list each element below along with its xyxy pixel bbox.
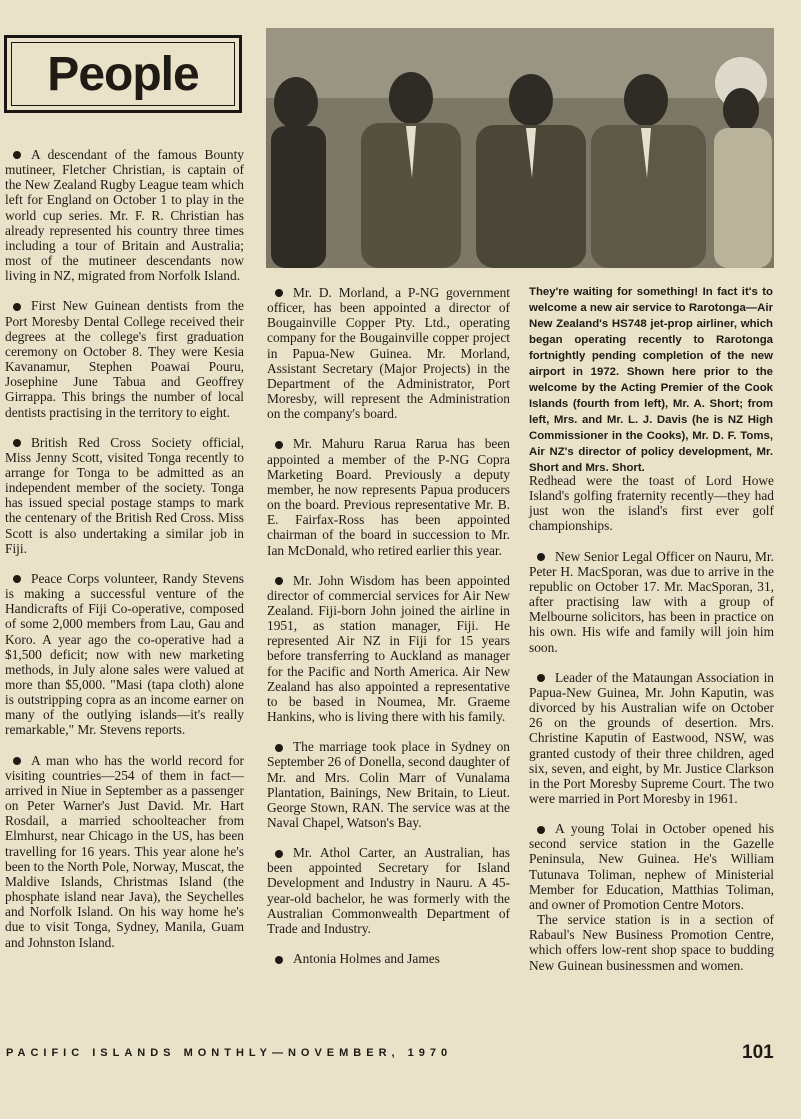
bullet-icon (275, 744, 283, 752)
news-item (529, 821, 774, 912)
page-title: People (47, 47, 199, 101)
news-item (529, 670, 774, 806)
news-item (5, 571, 244, 738)
news-item-text: First New Guinean dentists from the Port Moresby Dental College received their degrees at the college's first graduation ceremony on October 8. They were Kesia Kavanamur, Stephen Poawai Pouru, Josephine June Tabua and Geoffrey Girrappa. This brings the number of local dentists practising in the territory to eight. (5, 298, 244, 420)
bullet-icon (275, 956, 283, 964)
news-item-text: A descendant of the famous Bounty mutineer, Fletcher Christian, is captain of the New Zealand Rugby League team which left for England on October 1 to play in the world cup series. Mr. F. R. Christian has already represented his country three times including a tour of Britain and Australia; most of the mutineer descendants now living in NZ, migrated from Norfolk Island. (5, 147, 244, 284)
bullet-icon (13, 151, 21, 159)
photo-caption: They're waiting for something! In fact it's to welcome a new air service to Rarotonga—Air New Zealand's HS748 jet-prop airliner, which began operating recently to Rarotonga fortnightly pending completion of the new airport in 1972. Shown here prior to the welcome by the Acting Premier of the Cook Islands (fourth from left), Mr. A. Short; from left, Mrs. and Mr. L. J. Davis (he is NZ High Commissioner in the Cooks), Mr. D. F. Toms, Air NZ's director of policy development, Mr. Short and Mrs. Short. (529, 286, 773, 474)
news-item-text: Peace Corps volunteer, Randy Stevens is making a successful venture of the Handicrafts of Fiji Co-operative, composed of some 2,000 members from Lau, Gau and Koro. A year ago the co-operative had a $1,500 deficit; now with new marketing methods, in July alone sales were valued at more than $5,000. "Masi (tapa cloth) alone is outstripping copra as an income earner on many of the outlying islands—it's really remarkable," Mr. Stevens reports. (5, 570, 244, 738)
news-item-text: Leader of the Mataungan Association in Papua-New Guinea, Mr. John Kaputin, was divorced by his Australian wife on October 26 on the grounds of desertion. Mrs. Christine Kaputin of Eastwood, NSW, was granted custody of their three children, aged six, seven, and eight, by Mr. Justice Clarkson in the Port Moresby Supreme Court. The two were married in Port Moresby in 1961. (529, 669, 774, 806)
news-item (267, 845, 510, 936)
news-item-text: A man who has the world record for visiting countries—254 of them in fact—arrived in Niue in September as a passenger on Peter Warner's Just David. Mr. Hart Rosdail, a married schoolteacher from Elmhurst, near Chicago in the US, has been travelling for 16 years. This year alone he's been to the North Pole, Norway, Muscat, the Maldive Islands, Christmas Island (the phosphate island near Java), the Seychelles and Norfolk Island. On his way home he's due to visit Tonga, Sydney, Manila, Guam and Johnston Island. (5, 752, 244, 950)
bullet-icon (13, 439, 21, 447)
news-item (5, 435, 244, 556)
news-item-text: Antonia Holmes and James (293, 951, 440, 967)
news-item-text: New Senior Legal Officer on Nauru, Mr. Peter H. MacSporan, was due to arrive in the republic on October 17. Mr. MacSporan, 31, after practising law with a group of Melbourne solicitors, has been in practice on his own. His wife and family will join him soon. (529, 548, 774, 655)
news-item (267, 739, 510, 830)
news-item-text: A young Tolai in October opened his second service station in the Gazelle Peninsula, New Guinea. He's William Tutunava Toliman, nephew of Ministerial Member for Education, Matthias Toliman, and owner of Promotion Centre Motors. (529, 821, 774, 912)
news-item-text: Redhead were the toast of Lord Howe Island's golfing fraternity recently—they had just won the island's first ever golf championships. (529, 473, 774, 534)
masthead-box (4, 35, 242, 113)
news-item-text: Mr. D. Morland, a P-NG government officer, has been appointed a director of Bougainville Copper Pty. Ltd., operating company for the Bougainville copper project in Papua-New Guinea. Mr. Morland, Assistant Secretary (Major Projects) in the Department of the Administrator, Port Moresby, will represent the Administration on the company's board. (267, 285, 510, 422)
news-item (5, 298, 244, 419)
news-item (267, 436, 510, 557)
bullet-icon (275, 577, 283, 585)
page-number: 101 (742, 1042, 774, 1063)
news-item-text: Mr. John Wisdom has been appointed director of commercial services for Air New Zealand. Fiji-born John joined the airline in 1951, as station manager, Fiji. He represented Air NZ in Fiji for 15 years before transferring to Auckland as manager for the Pacific and North America. Air New Zealand has also appointed a representative to be based in Noumea, Mr. Graeme Hankins, who is living there with his family. (267, 572, 510, 725)
bullet-icon (537, 826, 545, 834)
bullet-icon (537, 553, 545, 561)
news-item (529, 549, 774, 655)
news-item (267, 285, 510, 421)
news-item (5, 147, 244, 283)
news-item-text: British Red Cross Society official, Miss Jenny Scott, visited Tonga recently to arrange for Tonga to be admitted as an independent member of the society. Tonga has issued special postage stamps to mark the centenary of the British Red Cross. Miss Scott is also undertaking a similar job in Fiji. (5, 434, 244, 556)
column-3 (529, 473, 774, 973)
news-item-text: Mr. Mahuru Rarua Rarua has been appointed a member of the P-NG Copra Marketing Board. Previously a deputy member, he now represents Papua producers on the board. Previous representative Mr. B. E. Fairfax-Ross has been appointed chairman of the board in succession to Mr. Ian McDonald, who retired earlier this year. (267, 436, 510, 558)
bullet-icon (275, 289, 283, 297)
bullet-icon (13, 575, 21, 583)
publication-line: PACIFIC ISLANDS MONTHLY—NOVEMBER, 1970 (6, 1047, 453, 1059)
news-item-continued (529, 912, 774, 973)
bullet-icon (537, 674, 545, 682)
bullet-icon (13, 757, 21, 765)
news-item-text: The marriage took place in Sydney on September 26 of Donella, second daughter of Mr. and Mrs. Colin Marr of Vunalama Plantation, Bainings, New Britain, to Lieut. George Stown, RAN. The service was at the Naval Chapel, Watson's Bay. (267, 739, 510, 830)
bullet-icon (275, 441, 283, 449)
news-item-text: The service station is in a section of Rabaul's New Business Promotion Centre, which offers low-rent shop space to budding New Guinean businessmen and women. (529, 912, 774, 973)
news-item-continued (529, 473, 774, 534)
news-item (267, 573, 510, 725)
page-footer (0, 1040, 801, 1070)
column-2 (267, 285, 510, 966)
column-1 (5, 147, 244, 965)
photo-illustration (266, 28, 774, 268)
news-item (5, 753, 244, 950)
news-item (267, 951, 510, 966)
bullet-icon (13, 303, 21, 311)
news-item-text: Mr. Athol Carter, an Australian, has been appointed Secretary for Island Development and Industry in Nauru. A 45-year-old bachelor, he was formerly with the Australian Commonwealth Department of Trade and Industry. (267, 845, 510, 936)
bullet-icon (275, 850, 283, 858)
news-photo (266, 28, 774, 268)
